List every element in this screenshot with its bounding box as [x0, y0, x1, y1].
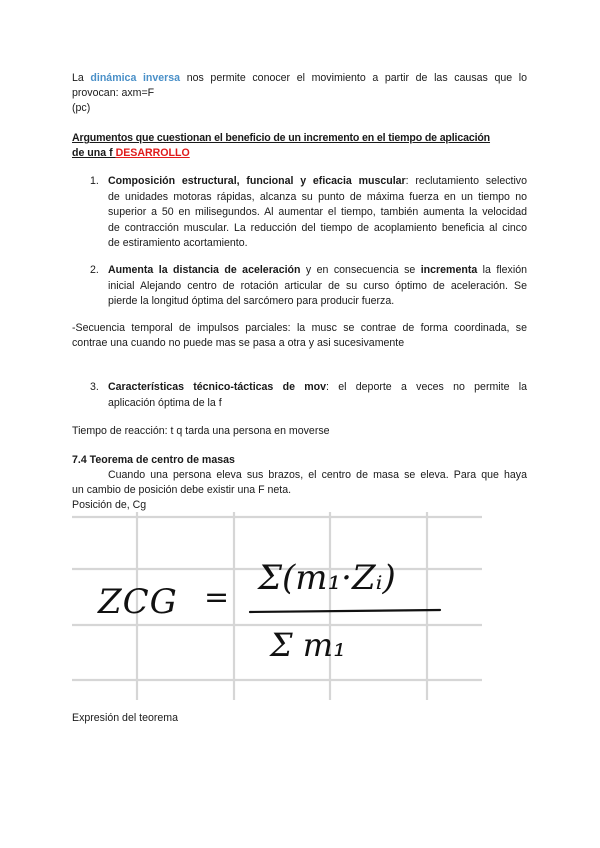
- list-item-1-line-1: Composición estructural, funcional y eficacia muscular: reclutamiento selectivo: [108, 175, 527, 187]
- list-item-3-line-2: aplicación óptima de la f: [108, 396, 222, 409]
- formula-numerator: Σ(m₁·Zᵢ): [258, 558, 396, 598]
- list-number-2: 2.: [90, 264, 99, 276]
- list-item-2-line-1: Aumenta la distancia de aceleración y en consecuencia se incrementa la flexión: [108, 264, 527, 276]
- intro-line-2: provocan: axm=F: [72, 87, 155, 99]
- list-item-2-line-3: pierde la longitud óptima del sarcómero para producir fuerza.: [108, 295, 395, 307]
- section-heading-line-1: Argumentos que cuestionan el beneficio de un incremento en el tiempo de aplicación: [72, 132, 491, 144]
- formula-denominator: Σ m₁: [270, 626, 346, 664]
- section-line-2: un cambio de posición debe existir una F neta.: [72, 484, 292, 496]
- formula-equals: =: [204, 580, 230, 615]
- sequence-line-1: -Secuencia temporal de impulsos parciales: la musc se contrae de forma coordinada, se: [72, 322, 527, 334]
- section-title: 7.4 Teorema de centro de masas: [72, 454, 235, 466]
- section-line-3: Posición de, Cg: [72, 499, 147, 511]
- formula-lhs: ZCG: [98, 582, 178, 622]
- formula-image: [72, 512, 482, 700]
- list-item-1-line-4: de contracción muscular. La reducción del tiempo de acoplamiento beneficia al cinco: [108, 221, 527, 234]
- intro-line-3: (pc): [72, 102, 91, 114]
- highlight-term: dinámica inversa: [90, 72, 181, 84]
- list-item-2-line-2: inicial Alejando centro de rotación articular de su curso óptimo de aceleración. Se: [108, 279, 527, 292]
- list-number-3: 3.: [90, 381, 99, 393]
- list-item-1-line-2: de unidades motoras rápidas, alcanza su punto de máxima fuerza en un tiempo no: [108, 190, 527, 203]
- sequence-line-2: contrae una cuando no puede mas se pasa a otra y asi sucesivamente: [72, 337, 405, 349]
- formula-caption: Expresión del teorema: [72, 712, 178, 724]
- reaction-time-line: Tiempo de reacción: t q tarda una persona en moverse: [72, 425, 330, 437]
- fraction-bar: [250, 610, 440, 612]
- list-number-1: 1.: [90, 175, 99, 187]
- section-line-1: Cuando una persona eleva sus brazos, el centro de masa se eleva. Para que haya: [108, 469, 527, 481]
- list-item-1-line-3: superior a 50 en milisegundos. Al aumentar el tiempo, también aumenta la velocidad: [108, 206, 527, 218]
- list-item-3-line-1: Características técnico-tácticas de mov: el deporte a veces no permite la: [108, 381, 528, 393]
- section-heading-line-2: de una f DESARROLLO: [72, 147, 190, 159]
- list-item-1-line-5: de estiramiento acortamiento.: [108, 237, 248, 249]
- intro-line-1: La dinámica inversa nos permite conocer el movimiento a partir de las causas que lo: [72, 72, 527, 84]
- desarrollo-label: DESARROLLO: [115, 147, 190, 159]
